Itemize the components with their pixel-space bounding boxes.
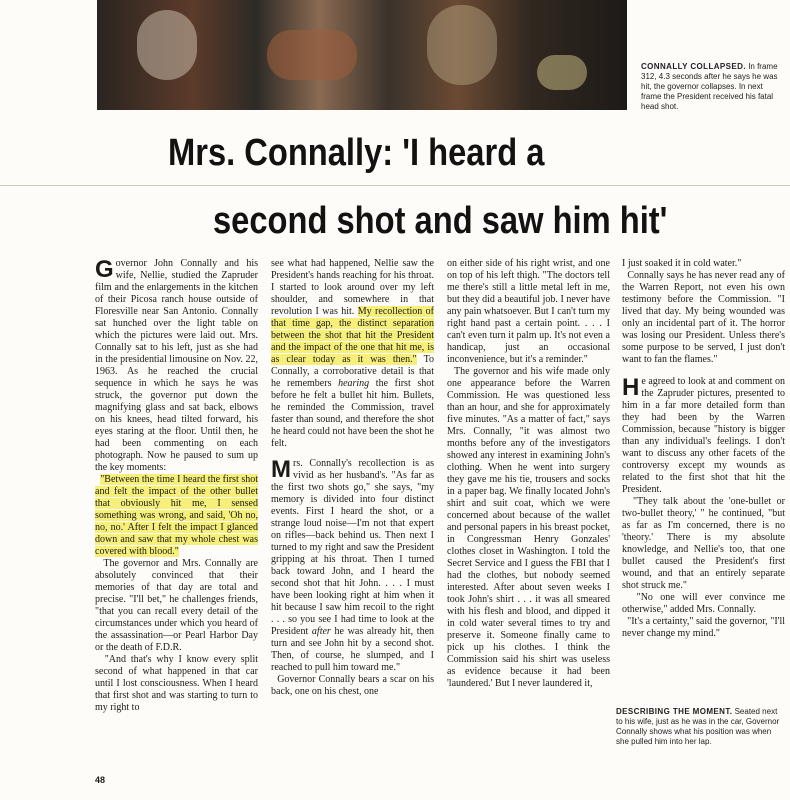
paragraph-text: Connally says he has never read any of the Warren Report, not even his own testimony before the Commission. "I lived that day. My being wounded was only an incidental part of it. The horror was losing our President. Unless there's some purpose to be served, I just don't want to fan the flames."	[622, 270, 786, 365]
page-number: 48	[95, 775, 106, 785]
caption-top-head: CONNALLY COLLAPSED.	[641, 62, 746, 71]
paragraph-text: see what had happened, Nellie saw the President's hands reaching for his throat. I started to look around over my left shoulder, and somewhere in that revolution I was hit.	[271, 258, 434, 317]
paragraph-text: "They talk about the 'one-bullet or two-bullet theory,' " he continued, "but as far as I'm concerned, there is no 'theory.' There is my absolute knowledge, and Nellie's too, that one bullet caused the President's first wound, and that an entirely separate shot struck me."	[622, 496, 786, 591]
zapruder-frame-photo	[97, 0, 627, 110]
paragraph-text: he was already hit, then turn and see John hit by a second shot. Then, of course, he slumped, and I reached to pull him toward me."	[271, 626, 435, 673]
paragraph-text: Governor Connally bears a scar on his back, one on his chest, one	[271, 674, 435, 697]
paragraph	[271, 674, 434, 698]
paragraph-text: The governor and his wife made only one appearance before the Warren Commission. He was questioned less than an hour, and she for approximately five minutes. "As a matter of fact," says Mrs. Connally, "it was almost two months before any of the investigators showed any interest in examining John's clothing. When he went into surgery they gave me his tie, trousers and socks in a paper bag. We finally located John's shirt and suit coat, which we were concerned about because of the wallet and personal papers in his breast pocket, in Congressman Henry Gonzales' clothes closet in Washington. I told the Secret Service and I guess the FBI that I had the clothes, but nobody seemed interested. After about seven weeks I took John's shirt . . . it was all smeared with his flesh and blood, and dipped it in cold water several times to try and preserve it. Someone finally came to pick up his clothes. I think the Commission said his shirt was useless as evidence because it had been 'laundered.' But I never laundered it,	[447, 366, 610, 689]
paragraph	[95, 654, 258, 714]
paragraph	[622, 592, 785, 616]
article-column-4	[622, 258, 785, 640]
headline-line-2: second shot and saw him hit'	[213, 200, 668, 242]
article-column-1	[95, 258, 258, 714]
paragraph-text: "It's a certainty," said the governor, "I'll never change my mind."	[622, 616, 786, 639]
italic-word: after	[311, 626, 331, 637]
paragraph	[95, 258, 258, 474]
paragraph	[271, 258, 434, 450]
paragraph-text: the first shot before he felt a bullet hit him. Bullets, he reminded the Commission, travel faster than sound, and therefore the shot he heard could not have been the shot he felt.	[271, 378, 434, 449]
paragraph-text: overnor John Connally and his wife, Nellie, studied the Zapruder film and the enlargements in the kitchen of their Picosa ranch house outside of Floresville near San Antonio. Connally sat hunched over the light table on which the pictures were laid out. Mrs. Connally sat to his left, just as she had in the presidential limousine on Nov. 22, 1963. As he reached the crucial sequence in which he says he was struck, the governor put down the magnifying glass and sat back, elbows on his knees, head tilted forward, his eyes staring at the floor. Until then, he had been commenting on each photograph. Now he paused to sum up the key moments:	[95, 258, 258, 473]
drop-cap: M	[271, 456, 291, 483]
divider	[0, 185, 790, 186]
article-column-2	[271, 258, 434, 698]
highlighted-passage: My recollection of that time gap, the distinct separation between the shot that hit the President and the impact of the one that hit me, is as clear today as it was then."	[271, 306, 434, 365]
paragraph-text: rs. Connally's recollection is as vivid as her husband's. "As far as the first two shots go," she says, "my memory is divided into four distinct events. First I heard the shot, or a strange loud noise—I'm not that expert on rifles—back behind us. Then next I turned to my right and saw the President gripping at his throat. Then I turned back toward John, and I heard the second shot that hit John. . . . I must have been looking right at him when it hit because I saw him recoil to the right . . . so you see I had time to look at the President	[271, 458, 434, 637]
photo-caption-top	[641, 62, 781, 112]
paragraph	[95, 474, 258, 558]
article-body	[0, 258, 790, 778]
paragraph-text: I just soaked it in cold water."	[622, 258, 742, 269]
paragraph-text: "And that's why I know every split second of what happened in that car until I lost consciousness. When I heard that first shot and was starting to turn to my right to	[95, 654, 258, 713]
paragraph	[622, 496, 785, 592]
paragraph	[271, 458, 434, 674]
article-column-3	[447, 258, 610, 690]
paragraph-text: "No one will ever convince me otherwise," added Mrs. Connally.	[622, 592, 785, 615]
caption-bottom-text: Seated next to his wife, just as he was in the car, Governor Connally shows what his position was when she pulled him into her lap.	[616, 707, 780, 746]
headline-line-1: Mrs. Connally: 'I heard a	[168, 132, 545, 174]
drop-cap: H	[622, 374, 640, 401]
paragraph	[447, 258, 610, 366]
paragraph-text: To Connally, a corroborative detail is that he remembers	[271, 354, 434, 389]
paragraph-text: The governor and Mrs. Connally are absolutely convinced that their memories of that day are total and precise. "I'll bet," he challenges friends, "that you can recall every detail of the circumstances under which you heard of the assassination—or Pearl Harbor Day or the death of F.D.R.	[95, 558, 258, 653]
paragraph-text: on either side of his right wrist, and one on top of his left thigh. "The doctors tell me there's still a little metal left in me, but they did a beautiful job. I never have any pain whatsoever. But I can't turn my right hand past a certain point. . . . I can't even turn it palm up. It's not even a handicap, just an occasional inconvenience, but it's a reminder."	[447, 258, 610, 365]
drop-cap: G	[95, 256, 114, 283]
paragraph	[622, 258, 785, 270]
paragraph	[622, 376, 785, 496]
highlighted-quote: "Between the time I heard the first shot and felt the impact of the other bullet that obviously hit me, I sensed something was wrong, and said, 'Oh no, no, no.' After I felt the impact I glanced down and saw that my whole chest was covered with blood."	[95, 474, 258, 557]
photo-caption-bottom	[616, 707, 782, 747]
caption-bottom-head: DESCRIBING THE MOMENT.	[616, 707, 733, 716]
paragraph	[622, 270, 785, 366]
paragraph	[447, 366, 610, 690]
paragraph-text: e agreed to look at and comment on the Zapruder pictures, presented to him in a far more detailed form than they had been by the Warren Commission, because "history is bigger than any individual's feelings. I don't want to discuss any other facets of the controversy except my wounds as related to the first shot that hit the President.	[622, 376, 785, 495]
paragraph	[95, 558, 258, 654]
caption-top-text: In frame 312, 4.3 seconds after he says he was hit, the governor collapses. In next frame the President received his fatal head shot.	[641, 62, 778, 111]
italic-word: hearing	[338, 378, 370, 389]
paragraph	[622, 616, 785, 640]
